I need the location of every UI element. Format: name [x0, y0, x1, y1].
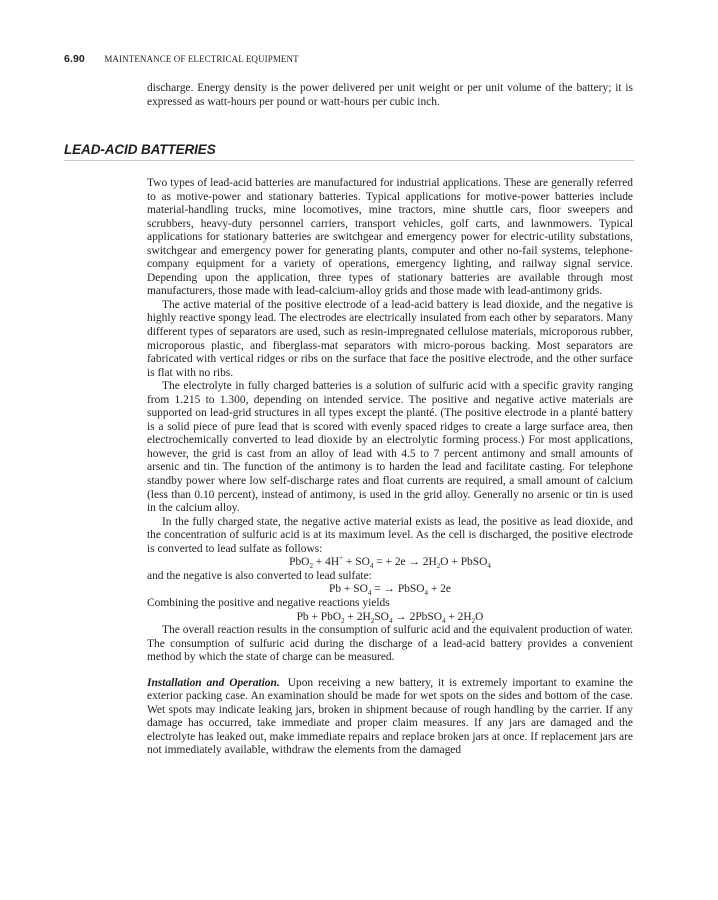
paragraph: The active material of the positive electrode of a lead-acid battery is lead dioxide, and the negative is highly reactive spongy lead. The electrodes are electrically insulated from each other by separators. Many different types of separators are used, such as resin-impregnated cellulose materials, microporous rubber, microporous plastic, and fiberglass-mat separators with micro-porous backing. Most separators are fabricated with vertical ridges or ribs on the surface that face the positive electrode, and the other surface is flat with no ribs. — [147, 298, 633, 379]
equation-combined-intro: Combining the positive and negative reactions yields — [147, 596, 390, 609]
section-heading: LEAD-ACID BATTERIES — [64, 142, 216, 157]
page-number: 6.90 — [64, 53, 85, 65]
running-title: MAINTENANCE OF ELECTRICAL EQUIPMENT — [104, 54, 299, 64]
equation-negative-intro: and the negative is also converted to lead sulfate: — [147, 569, 372, 582]
subsection-text: Upon receiving a new battery, it is extremely important to examine the exterior packing case. An examination should be made for wet spots on the sides and bottom of the case. Wet spots may indicate leaking jars, broken in shipment because of rough handling by the carrier. If any damage has occurred, take immediate and proper claim measures. If any jars are damaged and the electrolyte has leaked out, make immediate repairs and replace broken jars at once. If replacement jars are not immediately available, withdraw the elements from the damaged — [147, 676, 633, 757]
equation-combined: $Pb + PbO_2 + 2H_2SO_4$ → 2PbSO$_4$ + $2H_2O$ — [296, 610, 484, 625]
closing-paragraph: The overall reaction results in the consumption of sulfuric acid and the equivalent production of water. The consumption of sulfuric acid during the discharge of a lead-acid battery provides a convenient method by which the state of charge can be measured. — [147, 624, 633, 664]
intro-paragraph: discharge. Energy density is the power delivered per unit weight or per unit volume of the battery; it is expressed as watt-hours per pound or watt-hours per cubic inch. — [147, 82, 633, 108]
section-divider — [64, 160, 634, 161]
running-header — [64, 53, 644, 65]
section-body — [147, 177, 633, 758]
paragraph: Two types of lead-acid batteries are manufactured for industrial applications. These are generally referred to as motive-power and stationary batteries. Typical applications for motive-power batteries include material-handling trucks, mine locomotives, mine tractors, mine shuttle cars, floor sweepers and scrubbers, heavy-duty personnel carriers, transport vehicles, golf carts, and lawnmowers. Typical applications for stationary batteries are switchgear and emergency power for electric-utility substations, switchgear and emergency power for generating plants, computer and other no-fail systems, telephone-company equipment for a variety of operations, emergency lighting, and railway signal service. Depending upon the application, three types of stationary batteries are available through most manufacturers, those made with lead-calcium-alloy grids and those made with lead-antimony grids. — [147, 177, 633, 298]
equation-negative: $Pb + SO_4$ = → PbSO$_4$ + 2e — [328, 583, 451, 598]
paragraph: The electrolyte in fully charged batteries is a solution of sulfuric acid with a specific gravity ranging from 1.215 to 1.300, depending on intended service. The positive and negative active materials are supported on lead-grid structures in all types except the planté. (The positive electrode in a planté battery is a solid piece of pure lead that is scored with evenly spaced ridges to create a large surface area, then electrochemically converted to lead dioxide by an electrolytic forming process.) For most applications, however, the grid is cast from an alloy of lead with 4.5 to 7 percent antimony and small amounts of arsenic and tin. The function of the antimony is to harden the lead and facilitate casting. For telephone standby power where low self-discharge rates and float currents are required, a small amount of calcium (less than 0.10 percent), instead of antimony, is used in the grid alloy. Generally no arsenic or tin is used in the calcium alloy. — [147, 380, 633, 515]
subsection-heading: Installation and Operation. — [147, 676, 280, 689]
equation-positive: $PbO_2 + 4H^+ + SO_4$ = + $2e \to 2H_2O$ + PbSO$_4$ — [289, 554, 491, 571]
subsection-paragraph — [147, 677, 633, 758]
paragraph: In the fully charged state, the negative active material exists as lead, the positive as lead dioxide, and the concentration of sulfuric acid is at its maximum level. As the cell is discharged, the positive electrode is converted to lead sulfate as follows: — [147, 515, 633, 555]
intro-paragraph-block — [147, 82, 633, 109]
